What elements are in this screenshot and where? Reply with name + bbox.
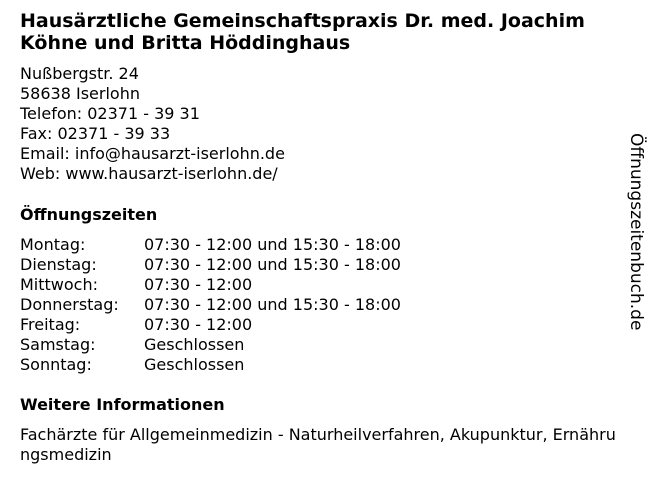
hours-value: 07:30 - 12:00 bbox=[144, 275, 253, 294]
hours-row-sunday bbox=[20, 355, 620, 375]
hours-row-saturday bbox=[20, 335, 620, 355]
practice-name: Hausärztliche Gemeinschaftspraxis Dr. med. Joachim Köhne und Britta Höddinghaus bbox=[20, 10, 585, 54]
hours-value: 07:30 - 12:00 und 15:30 - 18:00 bbox=[144, 235, 401, 254]
brand-watermark: Öffnungszeitenbuch.de bbox=[626, 133, 646, 331]
phone-number: Telefon: 02371 - 39 31 bbox=[20, 104, 200, 123]
hours-row-wednesday bbox=[20, 275, 620, 295]
website-address: Web: www.hausarzt-iserlohn.de/ bbox=[20, 164, 278, 183]
email-address: Email: info@hausarzt-iserlohn.de bbox=[20, 144, 285, 163]
opening-hours-heading: Öffnungszeiten bbox=[20, 205, 158, 224]
more-info-text: Fachärzte für Allgemeinmedizin - Naturheilverfahren, Akupunktur, Ernährungsmedizin bbox=[20, 425, 616, 464]
day-label: Sonntag: bbox=[20, 355, 92, 374]
hours-value: Geschlossen bbox=[144, 335, 245, 354]
day-label: Montag: bbox=[20, 235, 86, 254]
hours-value: 07:30 - 12:00 bbox=[144, 315, 253, 334]
more-info-heading: Weitere Informationen bbox=[20, 395, 225, 414]
opening-hours-table bbox=[20, 235, 620, 375]
street-address: Nußbergstr. 24 bbox=[20, 64, 139, 83]
contact-block bbox=[20, 64, 620, 184]
hours-row-friday bbox=[20, 315, 620, 335]
practice-card bbox=[20, 10, 620, 465]
day-label: Dienstag: bbox=[20, 255, 97, 274]
day-label: Donnerstag: bbox=[20, 295, 119, 314]
hours-value: 07:30 - 12:00 und 15:30 - 18:00 bbox=[144, 255, 401, 274]
hours-row-thursday bbox=[20, 295, 620, 315]
day-label: Freitag: bbox=[20, 315, 81, 334]
hours-value: 07:30 - 12:00 und 15:30 - 18:00 bbox=[144, 295, 401, 314]
hours-row-tuesday bbox=[20, 255, 620, 275]
hours-row-monday bbox=[20, 235, 620, 255]
day-label: Samstag: bbox=[20, 335, 96, 354]
hours-value: Geschlossen bbox=[144, 355, 245, 374]
day-label: Mittwoch: bbox=[20, 275, 98, 294]
fax-number: Fax: 02371 - 39 33 bbox=[20, 124, 171, 143]
city-address: 58638 Iserlohn bbox=[20, 84, 140, 103]
